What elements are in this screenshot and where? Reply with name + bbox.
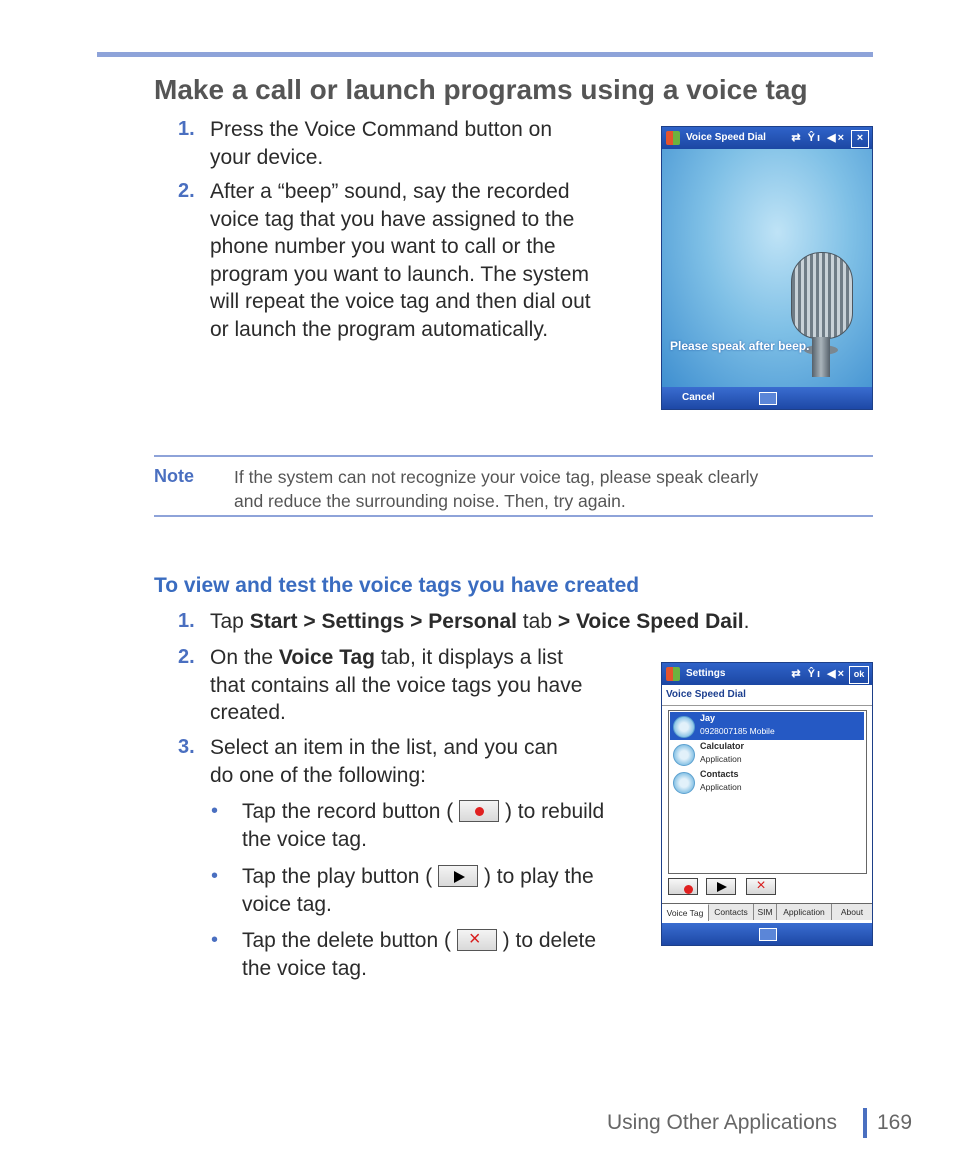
- windows-start-icon: [666, 667, 680, 681]
- note-text: If the system can not recognize your voice tag, please speak clearly and reduce the surrounding noise. Then, try again.: [234, 467, 759, 511]
- step-text: On the Voice Tag tab, it displays a list that contains all the voice tags you have created.: [210, 646, 583, 724]
- voice-tag-list: [668, 710, 867, 874]
- note-rule-bottom: [154, 515, 873, 517]
- ok-button: ok: [849, 666, 869, 684]
- tab-about: About: [832, 904, 873, 920]
- voice-speed-dial-screenshot: [661, 126, 873, 410]
- title-bar: [662, 127, 872, 149]
- bullet-text: Tap the delete button ( × ) to delete the voice tag.: [242, 928, 597, 980]
- tab-voice-tag: Voice Tag: [662, 904, 709, 921]
- step-text: Tap Start > Settings > Personal tab > Voice Speed Dail.: [210, 610, 750, 633]
- delete-button-icon: ×: [457, 929, 497, 951]
- tab-contacts: Contacts: [709, 904, 754, 920]
- bullet: •: [211, 929, 219, 951]
- tab-sim: SIM: [754, 904, 777, 920]
- play-button-icon: [706, 878, 736, 895]
- close-icon: ×: [851, 130, 869, 148]
- step-number: 3.: [178, 736, 195, 758]
- status-icons: ⇄ Ŷı ◀×: [791, 132, 846, 144]
- note-rule-top: [154, 455, 873, 457]
- cancel-softkey: Cancel: [682, 392, 715, 403]
- play-button-icon: [438, 865, 478, 887]
- voice-tag-icon: [673, 716, 695, 738]
- settings-screenshot: [661, 662, 873, 946]
- footer-section-title: Using Other Applications: [607, 1111, 837, 1134]
- bullet: •: [211, 800, 219, 822]
- page-number: 169: [877, 1111, 913, 1134]
- panel-header: Voice Speed Dial: [666, 689, 746, 700]
- menu-bar: [662, 387, 872, 409]
- bullet-text: Tap the play button ( ) to play the voice tag.: [242, 865, 594, 916]
- section-heading: To view and test the voice tags you have created: [154, 574, 640, 597]
- note-label: Note: [154, 466, 194, 486]
- microphone-icon: [791, 252, 853, 339]
- speak-prompt: Please speak after beep.: [670, 339, 810, 353]
- status-icons: ⇄ Ŷı ◀×: [791, 668, 846, 680]
- step-text: After a “beep” sound, say the recorded voice tag that you have assigned to the phone number you want to call or the program you want to launch. The system will repeat the voice tag and then dial out or launch the program automatically.: [210, 180, 591, 341]
- step-text: Press the Voice Command button on your device.: [210, 118, 553, 169]
- step-text: Select an item in the list, and you can do one of the following:: [210, 736, 558, 787]
- footer-divider: [863, 1108, 867, 1138]
- record-button-icon: [668, 878, 698, 895]
- voice-tag-icon: [673, 744, 695, 766]
- top-rule: [97, 52, 873, 57]
- step-number: 2.: [178, 180, 195, 202]
- menu-bar: [662, 923, 872, 945]
- list-item: Calculator Application: [670, 740, 864, 768]
- windows-start-icon: [666, 131, 680, 145]
- step-number: 1.: [178, 610, 195, 632]
- background-image: [662, 149, 872, 387]
- step-number: 1.: [178, 118, 195, 140]
- window-title: Settings: [686, 668, 726, 679]
- header-divider: [662, 705, 872, 706]
- microphone-stand: [812, 337, 830, 377]
- step-number: 2.: [178, 646, 195, 668]
- title-bar: [662, 663, 872, 685]
- bullet: •: [211, 865, 219, 887]
- keyboard-icon: [759, 392, 777, 405]
- list-item: Jay 0928007185 Mobile: [670, 712, 864, 740]
- delete-button-icon: ×: [746, 878, 776, 895]
- list-item: Contacts Application: [670, 768, 864, 796]
- voice-tag-icon: [673, 772, 695, 794]
- keyboard-icon: [759, 928, 777, 941]
- bullet-text: Tap the record button ( ) to rebuild the voice tag.: [242, 800, 605, 851]
- tab-strip: [662, 903, 872, 921]
- record-button-icon: [459, 800, 499, 822]
- section-title: Make a call or launch programs using a voice tag: [154, 74, 808, 105]
- tab-application: Application: [777, 904, 832, 920]
- window-title: Voice Speed Dial: [686, 132, 766, 143]
